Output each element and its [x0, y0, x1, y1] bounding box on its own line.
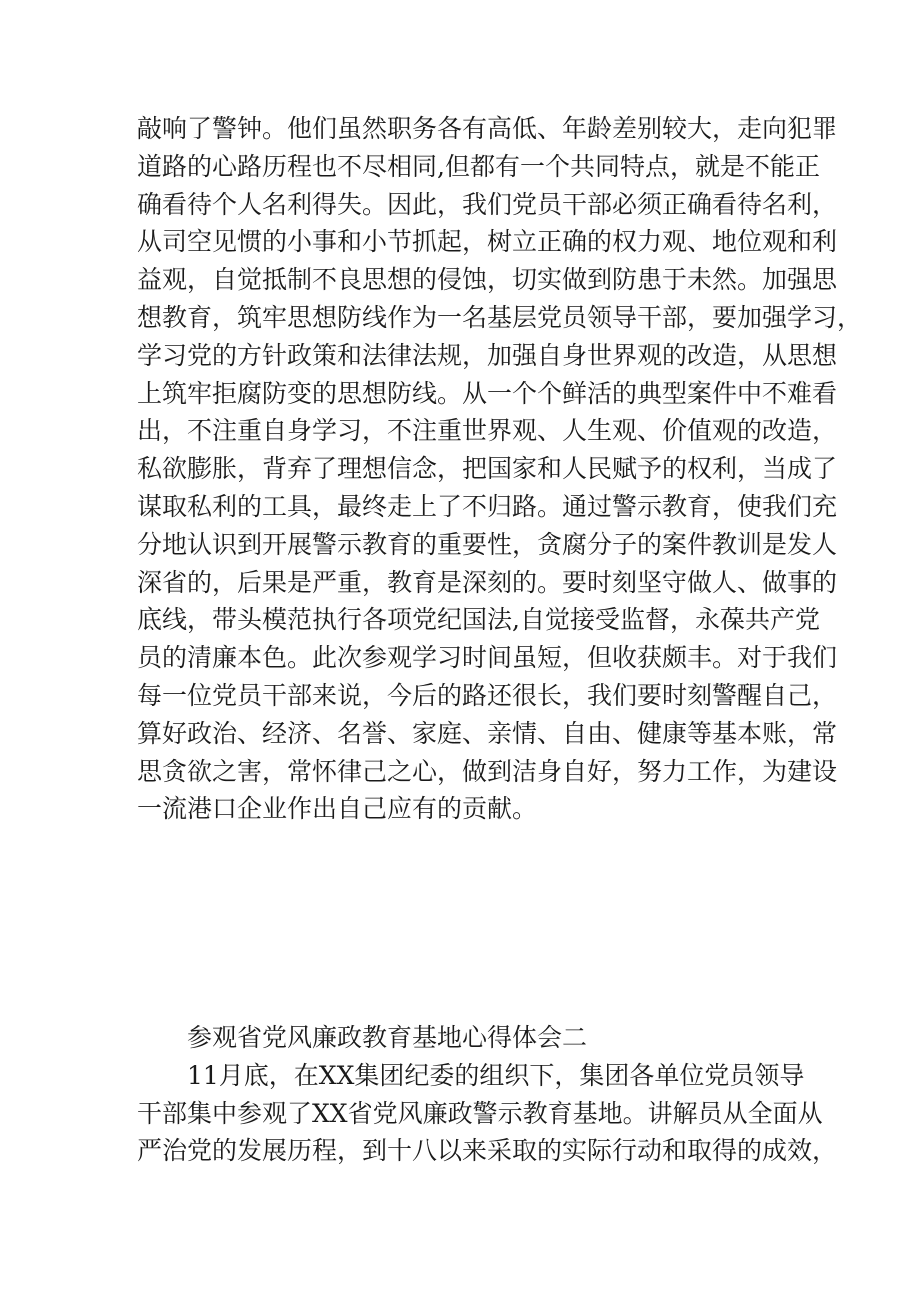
paragraph-line: 严治党的发展历程，到十八以来采取的实际行动和取得的成效， [137, 1136, 838, 1166]
paragraph-line: 学习党的方针政策和法律法规，加强自身世界观的改造，从思想 [137, 340, 838, 370]
paragraph-line: 底线，带头模范执行各项党纪国法,自觉接受监督，永葆共产党 [137, 605, 820, 635]
paragraph-line: 敲响了警钟。他们虽然职务各有高低、年龄差别较大，走向犯罪 [137, 114, 838, 143]
paragraph-line: 私欲膨胀，背弃了理想信念，把国家和人民赋予的权利，当成了 [137, 454, 838, 484]
paragraph-line: 11月底，在XX集团纪委的组织下，集团各单位党员领导 [187, 1060, 805, 1090]
section-2 [137, 1019, 838, 1170]
paragraph-line: 从司空见惯的小事和小节抓起，树立正确的权力观、地位观和利 [137, 227, 838, 257]
paragraph-line: 出，不注重自身学习，不注重世界观、人生观、价值观的改造， [137, 416, 838, 446]
paragraph-line: 每一位党员干部来说，今后的路还很长，我们要时刻警醒自己， [137, 680, 838, 710]
paragraph-line: 分地认识到开展警示教育的重要性，贪腐分子的案件教训是发人 [137, 529, 838, 559]
paragraph-line: 思贪欲之害，常怀律己之心，做到洁身自好，努力工作，为建设 [137, 756, 838, 786]
paragraph-line: 道路的心路历程也不尽相同,但都有一个共同特点，就是不能正 [137, 151, 820, 181]
paragraph-line: 益观，自觉抵制不良思想的侵蚀，切实做到防患于未然。加强思 [137, 265, 838, 295]
paragraph-line: 深省的，后果是严重，教育是深刻的。要时刻坚守做人、做事的 [137, 567, 838, 597]
paragraph-line: 想教育，筑牢思想防线作为一名基层党员领导干部，要加强学习， [137, 302, 863, 332]
paragraph-line: 谋取私利的工具，最终走上了不归路。通过警示教育，使我们充 [137, 491, 838, 521]
paragraph-line: 确看待个人名利得失。因此，我们党员干部必须正确看待名利， [137, 189, 838, 219]
paragraph-line: 员的清廉本色。此次参观学习时间虽短，但收获颇丰。对于我们 [137, 643, 838, 673]
paragraph-line: 干部集中参观了XX省党风廉政警示教育基地。讲解员从全面从 [137, 1098, 823, 1128]
paragraph-1 [137, 110, 863, 828]
section-heading: 参观省党风廉政教育基地心得体会二 [187, 1023, 588, 1052]
paragraph-line: 一流港口企业作出自己应有的贡献。 [137, 794, 538, 824]
paragraph-line: 算好政治、经济、名誉、家庭、亲情、自由、健康等基本账，常 [137, 718, 838, 748]
paragraph-line: 上筑牢拒腐防变的思想防线。从一个个鲜活的典型案件中不难看 [137, 378, 838, 408]
